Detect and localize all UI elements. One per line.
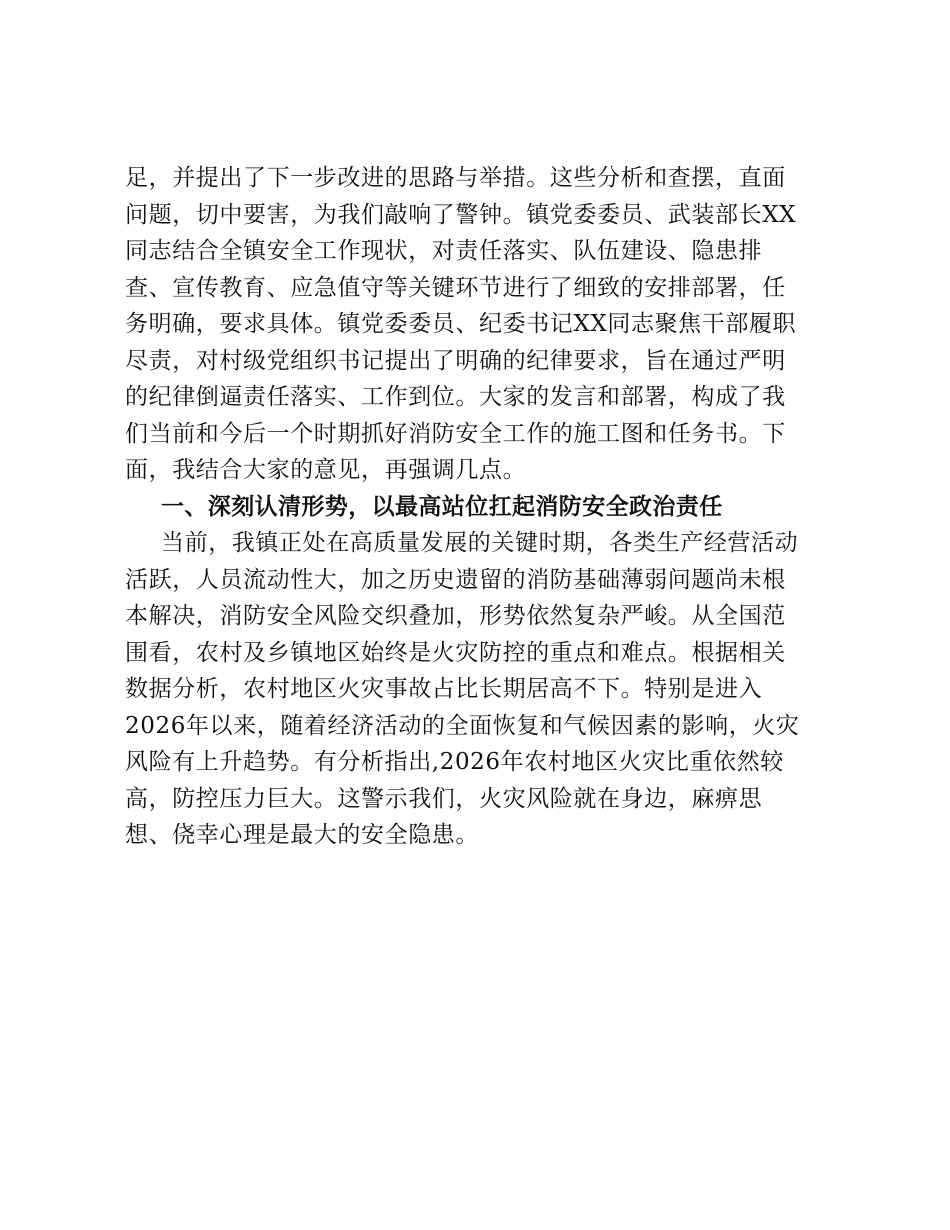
paragraph-line: 围看，农村及乡镇地区始终是火灾防控的重点和难点。根据相关 [125, 639, 786, 666]
paragraph-line: 同志结合全镇安全工作现状，对责任落实、队伍建设、隐患排 [125, 238, 763, 264]
paragraph-line: 高，防控压力巨大。这警示我们，火灾风险就在身边，麻痹思 [125, 785, 763, 812]
paragraph-line: 本解决，消防安全风险交织叠加，形势依然复杂严峻。从全国范 [125, 603, 786, 629]
paragraph-1 [125, 160, 830, 489]
paragraph-line: 活跃，人员流动性大，加之历史遗留的消防基础薄弱问题尚未根 [125, 566, 786, 593]
paragraph-line: 务明确，要求具体。镇党委委员、纪委书记XX同志聚焦干部履职 [125, 311, 797, 337]
paragraph-line: 的纪律倒逼责任落实、工作到位。大家的发言和部署，构成了我 [125, 384, 786, 410]
paragraph-line: 尽责，对村级党组织书记提出了明确的纪律要求，旨在通过严明 [125, 347, 786, 374]
paragraph-line: 想、侥幸心理是最大的安全隐患。 [125, 822, 479, 848]
paragraph-2 [125, 525, 830, 854]
paragraph-line: 足，并提出了下一步改进的思路与举措。这些分析和查摆，直面 [125, 165, 786, 191]
section-heading-1: 一、深刻认清形势，以最高站位扛起消防安全政治责任 [161, 493, 723, 520]
paragraph-line: 2026年以来，随着经济活动的全面恢复和气候因素的影响，火灾 [125, 712, 800, 739]
paragraph-line: 当前，我镇正处在高质量发展的关键时期，各类生产经营活动 [161, 530, 799, 556]
paragraph-line: 们当前和今后一个时期抓好消防安全工作的施工图和任务书。下 [125, 420, 786, 447]
document-body [125, 160, 830, 854]
paragraph-line: 面，我结合大家的意见，再强调几点。 [125, 457, 527, 483]
paragraph-line: 风险有上升趋势。有分析指出,2026年农村地区火灾比重依然较 [125, 749, 784, 775]
paragraph-line: 问题，切中要害，为我们敲响了警钟。镇党委委员、武装部长XX [125, 201, 797, 228]
paragraph-line: 查、宣传教育、应急值守等关键环节进行了细致的安排部署，任 [125, 274, 786, 301]
paragraph-line: 数据分析，农村地区火灾事故占比长期居高不下。特别是进入 [125, 676, 763, 702]
